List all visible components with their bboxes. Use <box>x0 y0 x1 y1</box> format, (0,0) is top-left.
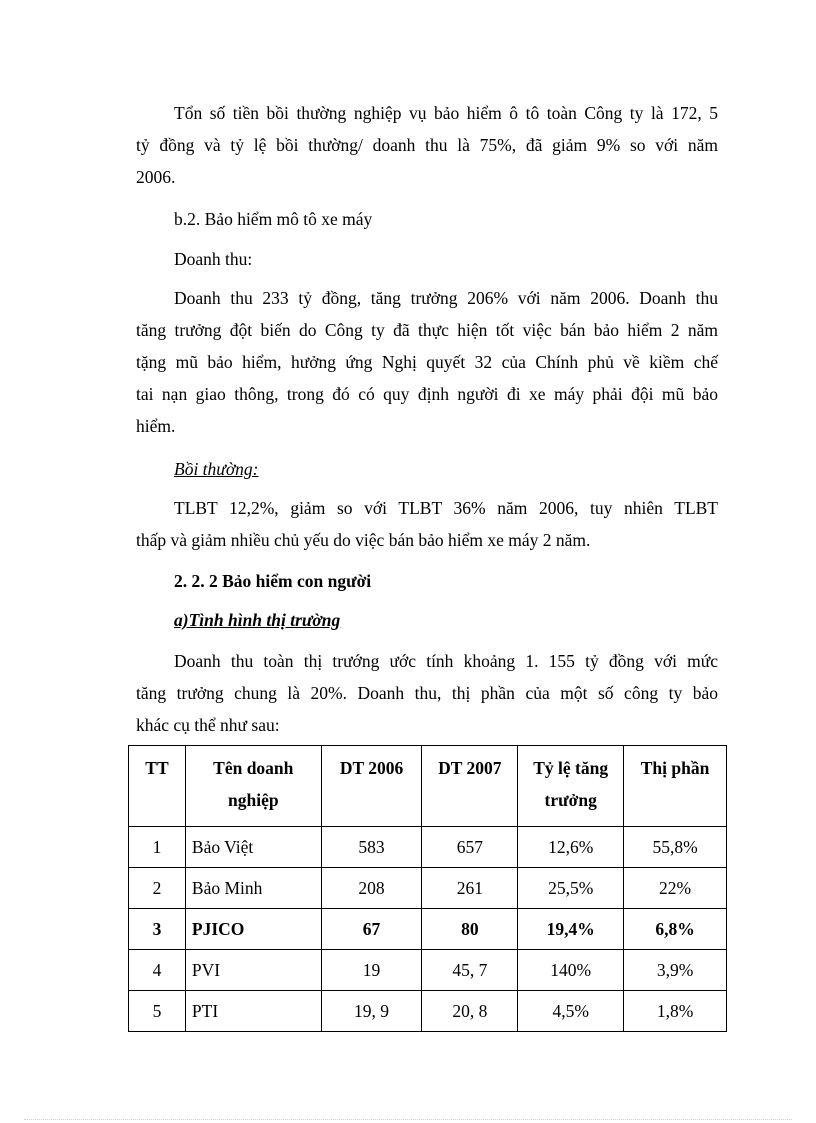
subheading-market-situation <box>136 604 718 636</box>
header-growth-line2: trưởng <box>544 790 597 810</box>
cell-company: PVI <box>185 950 321 991</box>
heading-b2-motorbike-insurance: b.2. Bảo hiểm mô tô xe máy <box>174 209 373 229</box>
cell-tt: 3 <box>129 909 186 950</box>
header-growth-line1: Tỷ lệ tăng <box>533 758 609 778</box>
cell-company: PTI <box>185 991 321 1032</box>
text-line: tai nạn giao thông, trong đó có quy định người đi xe máy phải đội mũ bảo <box>136 384 718 404</box>
cell-growth: 4,5% <box>518 991 624 1032</box>
header-tt: TT <box>129 746 186 827</box>
table-row <box>129 950 727 991</box>
text-line: hiểm. <box>136 416 176 436</box>
text-line: thấp và giảm nhiều chủ yếu do việc bán bảo hiểm xe máy 2 năm. <box>136 530 591 550</box>
cell-dt2007: 80 <box>422 909 518 950</box>
table-row <box>129 827 727 868</box>
page-bottom-divider <box>24 1119 792 1120</box>
cell-tt: 1 <box>129 827 186 868</box>
cell-growth: 140% <box>518 950 624 991</box>
header-company-name-line1: Tên doanh <box>213 758 294 778</box>
label-revenue: Doanh thu: <box>174 249 253 269</box>
header-market-share: Thị phần <box>624 746 727 827</box>
cell-dt2006: 19 <box>321 950 422 991</box>
cell-company: Bảo Minh <box>185 868 321 909</box>
cell-dt2007: 657 <box>422 827 518 868</box>
paragraph-market-revenue <box>136 645 718 741</box>
table-header-row <box>129 746 727 827</box>
text-line: Doanh thu 233 tỷ đồng, tăng trưởng 206% với năm 2006. Doanh thu <box>174 288 718 308</box>
label-compensation <box>136 453 718 485</box>
cell-tt: 2 <box>129 868 186 909</box>
cell-company: PJICO <box>185 909 321 950</box>
text-line: tăng trưởng đột biến do Công ty đã thực hiện tốt việc bán bảo hiểm 2 năm <box>136 320 718 340</box>
cell-tt: 4 <box>129 950 186 991</box>
paragraph-loss-ratio <box>136 492 718 556</box>
subheading-market-situation-text: a)Tình hình thị trường <box>174 610 341 630</box>
cell-dt2006: 67 <box>321 909 422 950</box>
text-line: Tổn số tiền bồi thường nghiệp vụ bảo hiểm ô tô toàn Công ty là 172, 5 <box>174 103 718 123</box>
cell-dt2007: 45, 7 <box>422 950 518 991</box>
text-line: TLBT 12,2%, giảm so với TLBT 36% năm 2006, tuy nhiên TLBT <box>174 498 718 518</box>
cell-growth: 25,5% <box>518 868 624 909</box>
cell-share: 3,9% <box>624 950 727 991</box>
cell-dt2006: 583 <box>321 827 422 868</box>
header-growth-rate <box>518 746 624 827</box>
market-share-table <box>128 745 727 1032</box>
cell-dt2006: 19, 9 <box>321 991 422 1032</box>
header-dt2006: DT 2006 <box>321 746 422 827</box>
text-line: Doanh thu toàn thị trướng ước tính khoảng 1. 155 tỷ đồng với mức <box>174 651 718 671</box>
label-compensation-text: Bồi thường: <box>174 459 259 479</box>
text-line: tỷ đồng và tỷ lệ bồi thường/ doanh thu là 75%, đã giảm 9% so với năm <box>136 135 718 155</box>
text-line: tặng mũ bảo hiểm, hưởng ứng Nghị quyết 32 của Chính phủ về kiềm chế <box>136 352 718 372</box>
header-dt2007: DT 2007 <box>422 746 518 827</box>
cell-share: 55,8% <box>624 827 727 868</box>
text-line: khác cụ thể như sau: <box>136 715 280 735</box>
cell-dt2006: 208 <box>321 868 422 909</box>
cell-share: 1,8% <box>624 991 727 1032</box>
cell-tt: 5 <box>129 991 186 1032</box>
cell-growth: 12,6% <box>518 827 624 868</box>
heading-2-2-2-life-insurance: 2. 2. 2 Bảo hiểm con người <box>174 571 372 591</box>
cell-share: 6,8% <box>624 909 727 950</box>
cell-growth: 19,4% <box>518 909 624 950</box>
paragraph-revenue <box>136 282 718 442</box>
header-company-name-line2: nghiệp <box>228 790 279 810</box>
cell-dt2007: 20, 8 <box>422 991 518 1032</box>
cell-dt2007: 261 <box>422 868 518 909</box>
header-company-name <box>185 746 321 827</box>
table-row-highlighted <box>129 909 727 950</box>
text-line: 2006. <box>136 167 176 187</box>
table-row <box>129 991 727 1032</box>
cell-company: Bảo Việt <box>185 827 321 868</box>
text-line: tăng trưởng chung là 20%. Doanh thu, thị phần của một số công ty bảo <box>136 683 718 703</box>
table-row <box>129 868 727 909</box>
paragraph-compensation-total <box>136 97 718 193</box>
cell-share: 22% <box>624 868 727 909</box>
